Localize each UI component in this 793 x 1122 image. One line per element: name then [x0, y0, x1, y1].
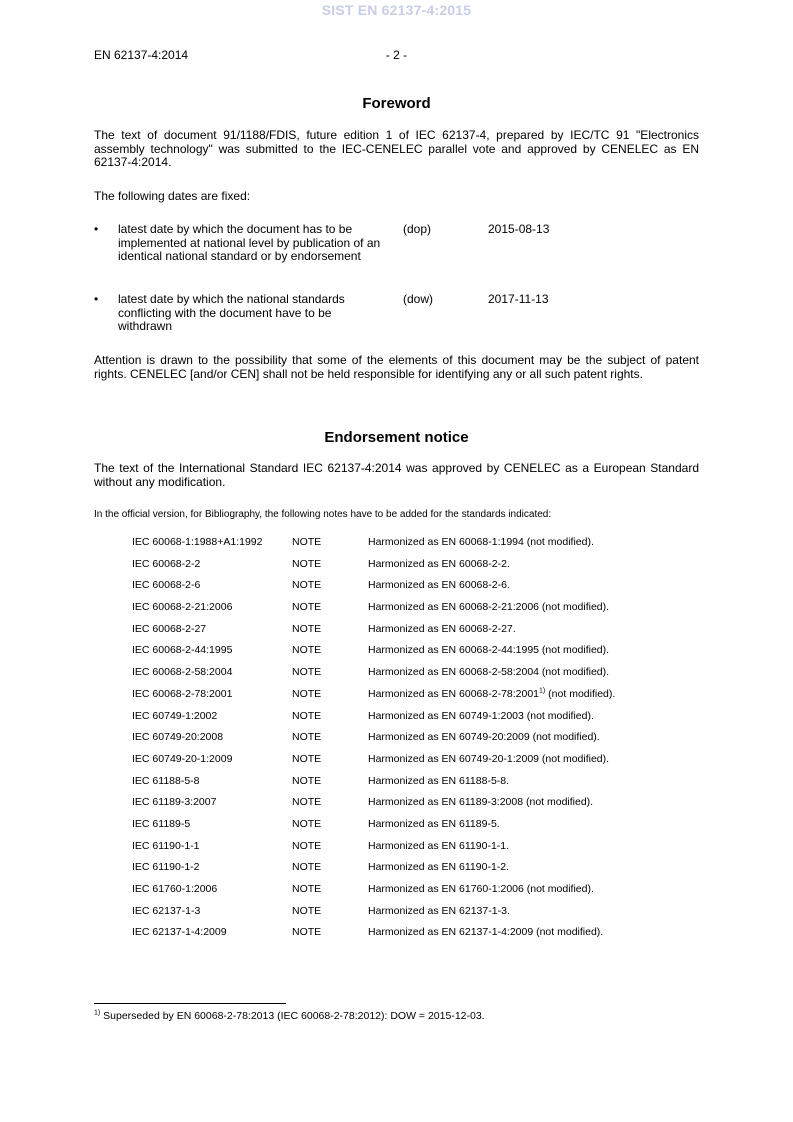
bullet-icon: •	[94, 222, 99, 236]
foreword-intro: The text of document 91/1188/FDIS, future edition 1 of IEC 62137-4, prepared by IEC/TC 91 "Electronics assembly technology" was submitted to the IEC-CENELEC parallel vote and approved by CENELEC as EN 62137-4:2014.	[94, 128, 699, 169]
note-text: Harmonized as EN 61190-1-1.	[368, 839, 510, 852]
date-row-dow	[94, 293, 699, 334]
patent-block	[94, 354, 699, 381]
foreword-intro-block	[94, 129, 699, 170]
note-text: Harmonized as EN 60068-2-2.	[368, 557, 510, 570]
standard-id: IEC 60068-2-78:2001	[132, 687, 233, 700]
watermark: SIST EN 62137-4:2015	[321, 2, 472, 18]
standard-id: IEC 61189-3:2007	[132, 796, 217, 809]
foreword-title: Foreword	[362, 95, 431, 112]
standard-id: IEC 61188-5-8	[132, 774, 200, 787]
note-label: NOTE	[292, 536, 322, 548]
note-label: NOTE	[292, 904, 322, 917]
note-text	[368, 688, 615, 700]
note-text: Harmonized as EN 62137-1-3.	[368, 904, 510, 917]
biblio-intro: In the official version, for Bibliography, the following notes have to be added for the standards indicated:	[94, 509, 552, 520]
date-code: (dow)	[403, 292, 434, 306]
standard-id: IEC 60749-20:2008	[132, 731, 224, 744]
standard-id: IEC 60068-2-27	[132, 622, 207, 635]
date-description: latest date by which the document has to be implemented at national level by publication of an identical national standard or by endorsement	[118, 222, 381, 264]
note-label: NOTE	[292, 622, 322, 635]
date-code: (dop)	[403, 222, 432, 236]
note-label: NOTE	[292, 796, 322, 809]
note-text: Harmonized as EN 60068-2-44:1995 (not modified).	[368, 644, 610, 657]
note-text: Harmonized as EN 61190-1-2.	[368, 861, 510, 874]
note-text-main: Harmonized as EN 60068-2-78:2001	[368, 687, 540, 700]
standard-id: IEC 60749-1:2002	[132, 709, 218, 722]
standard-id: IEC 61189-5	[132, 817, 191, 830]
endorsement-section	[94, 429, 699, 447]
standard-id: IEC 61190-1-1	[132, 839, 200, 852]
bullet-icon: •	[94, 292, 99, 306]
note-label: NOTE	[292, 601, 322, 614]
header-page-number: - 2 -	[385, 48, 408, 62]
footnote	[94, 1010, 485, 1022]
note-text: Harmonized as EN 61189-3:2008 (not modified).	[368, 796, 594, 809]
standard-id: IEC 60068-2-21:2006	[132, 601, 233, 614]
date-row-dop	[94, 223, 699, 264]
note-label: NOTE	[292, 861, 322, 874]
footnote-divider	[94, 1003, 286, 1004]
note-text: Harmonized as EN 60068-1:1994 (not modified).	[368, 536, 594, 548]
note-label: NOTE	[292, 731, 322, 744]
standard-id: IEC 60068-2-2	[132, 557, 201, 570]
note-label: NOTE	[292, 687, 322, 700]
standard-id: IEC 60068-2-58:2004	[132, 666, 233, 679]
note-label: NOTE	[292, 883, 322, 895]
note-text: Harmonized as EN 62137-1-4:2009 (not modified).	[368, 926, 604, 939]
dates-intro: The following dates are fixed:	[94, 189, 251, 203]
note-text: Harmonized as EN 60068-2-6.	[368, 579, 510, 592]
biblio-intro-block	[94, 509, 699, 521]
patent-statement: Attention is drawn to the possibility that some of the elements of this document may be the subject of patent rights. CENELEC [and/or CEN] shall not be held responsible for identifying any or all such patent rights.	[94, 353, 699, 381]
note-text: Harmonized as EN 60068-2-21:2006 (not modified).	[368, 601, 610, 614]
note-text: Harmonized as EN 61189-5.	[368, 817, 500, 830]
footnote-mark: 1)	[94, 1009, 101, 1017]
note-text: Harmonized as EN 60749-20:2009 (not modified).	[368, 731, 600, 744]
note-text: Harmonized as EN 60068-2-58:2004 (not modified).	[368, 666, 610, 679]
standard-id: IEC 62137-1-3	[132, 904, 201, 917]
date-value: 2015-08-13	[488, 222, 550, 236]
note-label: NOTE	[292, 709, 322, 722]
footnote-text: Superseded by EN 60068-2-78:2013 (IEC 60068-2-78:2012): DOW = 2015-12-03.	[100, 1010, 485, 1022]
endorsement-text-block	[94, 462, 699, 489]
endorsement-title: Endorsement notice	[324, 429, 469, 446]
note-label: NOTE	[292, 774, 322, 787]
standard-id: IEC 60068-1:1988+A1:1992	[132, 536, 263, 548]
date-description: latest date by which the national standards conflicting with the document have to be withdrawn	[118, 292, 345, 334]
note-text: Harmonized as EN 60749-20-1:2009 (not modified).	[368, 752, 610, 765]
standard-id: IEC 60749-20-1:2009	[132, 752, 233, 765]
note-text-after: (not modified).	[545, 687, 616, 700]
note-text: Harmonized as EN 60749-1:2003 (not modified).	[368, 709, 594, 722]
foreword-section	[94, 95, 699, 113]
standard-id: IEC 60068-2-6	[132, 579, 201, 592]
footnote-ref: 1)	[539, 687, 546, 695]
note-label: NOTE	[292, 579, 322, 592]
standard-id: IEC 61760-1:2006	[132, 883, 218, 895]
date-value: 2017-11-13	[488, 292, 549, 306]
dates-intro-block	[94, 190, 699, 204]
note-text: Harmonized as EN 60068-2-27.	[368, 622, 516, 635]
note-label: NOTE	[292, 644, 322, 657]
note-label: NOTE	[292, 666, 322, 679]
header-doc-id: EN 62137-4:2014	[94, 48, 189, 62]
note-label: NOTE	[292, 557, 322, 570]
note-label: NOTE	[292, 926, 322, 939]
note-label: NOTE	[292, 839, 322, 852]
note-label: NOTE	[292, 817, 322, 830]
note-label: NOTE	[292, 752, 322, 765]
standard-id: IEC 60068-2-44:1995	[132, 644, 233, 657]
note-text: Harmonized as EN 61760-1:2006 (not modified).	[368, 883, 594, 895]
note-text: Harmonized as EN 61188-5-8.	[368, 774, 510, 787]
standard-id: IEC 62137-1-4:2009	[132, 926, 227, 939]
standard-id: IEC 61190-1-2	[132, 861, 200, 874]
endorsement-text: The text of the International Standard IEC 62137-4:2014 was approved by CENELEC as a European Standard without any modification.	[94, 461, 699, 489]
